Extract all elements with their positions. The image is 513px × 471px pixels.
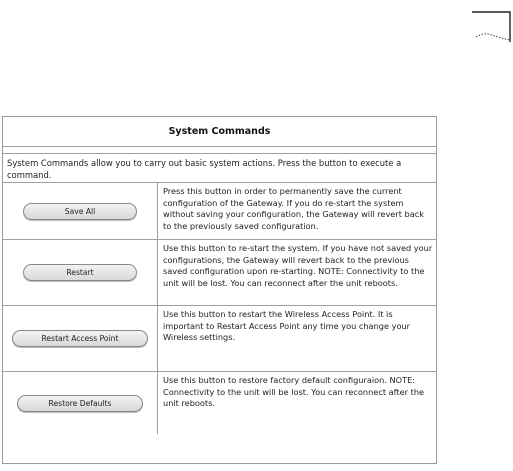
save-all-button[interactable]: Save All <box>23 203 137 220</box>
command-description: Use this button to restart the Wireless Access Point. It is important to Restart Access Point any time you change your Wireless settings. <box>163 309 411 342</box>
intro-text: System Commands allow you to carry out basic system actions. Press the button to execute a command. <box>3 154 436 183</box>
page-corner-mark <box>470 10 513 46</box>
restart-access-point-button[interactable]: Restart Access Point <box>12 330 148 347</box>
command-row-restart-access-point <box>3 306 436 372</box>
command-row-restart <box>3 240 436 306</box>
command-row-restore-defaults <box>3 372 436 434</box>
command-button-cell <box>3 372 158 434</box>
command-row-save-all <box>3 183 436 240</box>
panel-header <box>3 117 436 147</box>
command-button-cell <box>3 240 158 305</box>
command-button-cell <box>3 306 158 371</box>
command-description: Use this button to restore factory default configuraion. NOTE: Connectivity to the unit will be lost. You can reconnect after the unit reboots. <box>163 375 425 408</box>
command-description: Press this button in order to permanently save the current configuration of the Gateway. If you do re-start the system without saving your configuration, the Gateway will revert back to the previously saved configuration. <box>163 186 424 231</box>
header-spacer <box>3 147 436 154</box>
command-button-cell <box>3 183 158 239</box>
restore-defaults-button[interactable]: Restore Defaults <box>17 395 143 412</box>
system-commands-panel <box>2 116 437 464</box>
restart-button[interactable]: Restart <box>23 264 137 281</box>
panel-title: System Commands <box>168 126 271 137</box>
command-description: Use this button to re-start the system. If you have not saved your configurations, the Gateway will revert back to the previous saved configuration upon re-starting. NOTE: Connectivity to the unit will be lost. You can reconnect after the unit reboots. <box>163 243 433 288</box>
